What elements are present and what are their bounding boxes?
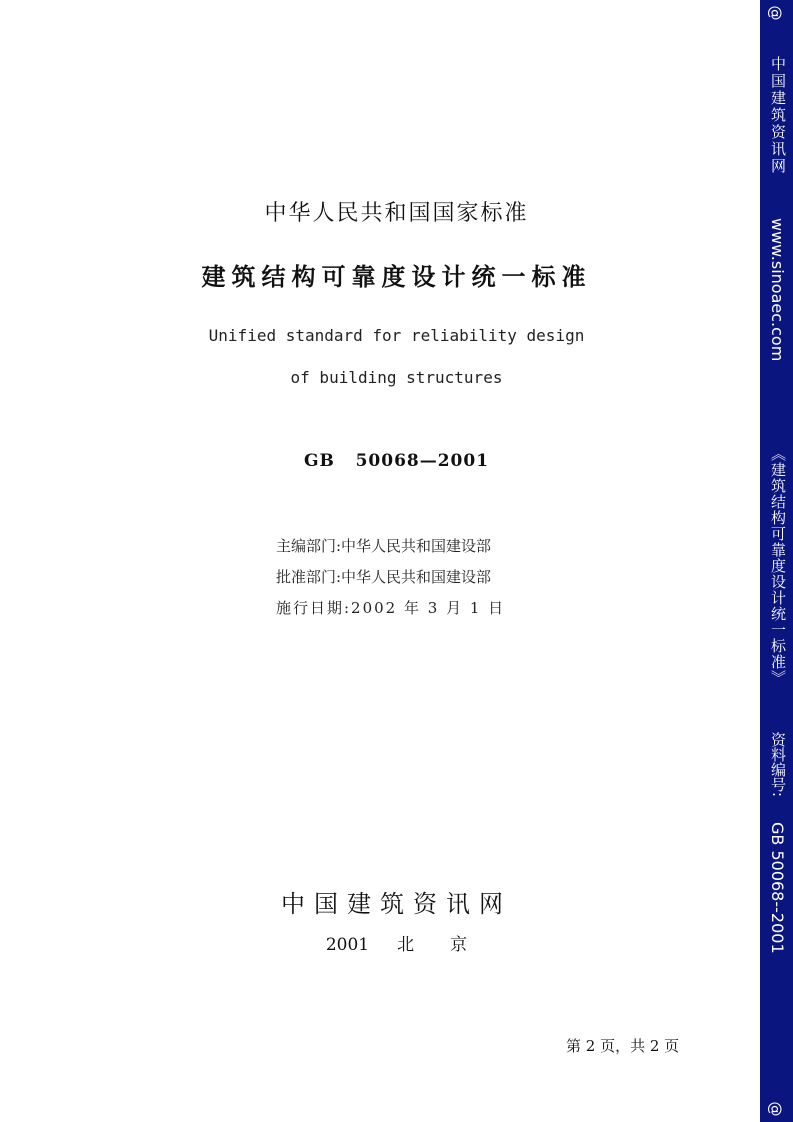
city-char-1: 北 bbox=[397, 935, 415, 955]
watermark-strip bbox=[760, 0, 793, 1122]
standard-title-en-line2: of building structures bbox=[290, 368, 503, 387]
national-standard-heading: 中华人民共和国国家标准 bbox=[264, 201, 529, 226]
watermark-doc-no: GB 50068--2001 bbox=[768, 822, 787, 954]
at-icon: @ bbox=[766, 5, 785, 21]
watermark-site-name: 中国建筑资讯网 bbox=[769, 56, 787, 175]
approving-department: 批准部门:中华人民共和国建设部 bbox=[276, 568, 492, 586]
standard-title-en-line1: Unified standard for reliability design bbox=[208, 326, 585, 345]
publication-year-place bbox=[0, 930, 793, 955]
chief-editor-department: 主编部门:中华人民共和国建设部 bbox=[276, 537, 492, 555]
page-indicator: 第 2 页，共 2 页 bbox=[566, 1037, 680, 1055]
city-char-2: 京 bbox=[450, 935, 468, 955]
publication-year: 2001 bbox=[325, 935, 370, 955]
publisher-name: 中国建筑资讯网 bbox=[281, 890, 512, 918]
watermark-doc-no-label: 资料编号: bbox=[769, 732, 787, 798]
effective-date: 施行日期:2002 年 3 月 1 日 bbox=[276, 599, 506, 617]
at-icon: @ bbox=[766, 1101, 785, 1117]
watermark-doc-title: 《建筑结构可靠度设计统一标准》 bbox=[769, 446, 787, 686]
standard-code: GB 50068—2001 bbox=[303, 451, 490, 471]
watermark-url[interactable]: www.sinoaec.com bbox=[768, 218, 787, 362]
standard-title-cn: 建筑结构可靠度设计统一标准 bbox=[201, 262, 592, 291]
